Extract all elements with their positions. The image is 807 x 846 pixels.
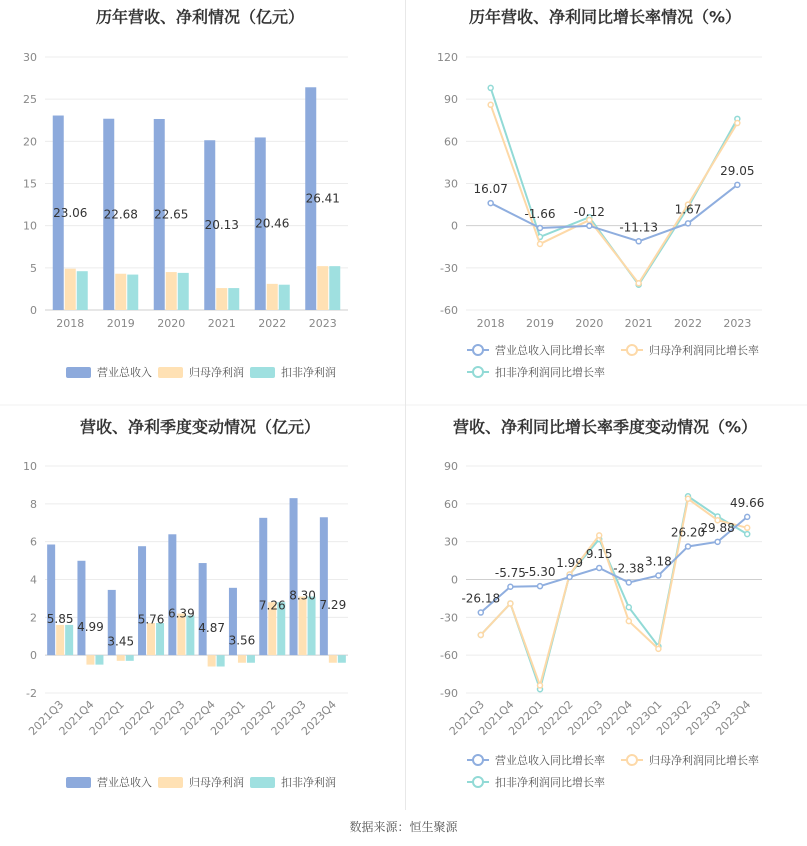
data-label: 23.06 [53, 205, 88, 220]
bar-deduct [126, 655, 134, 661]
y-tick-label: 30 [23, 51, 37, 64]
line-point [735, 182, 740, 187]
x-tick-label: 2021Q4 [476, 697, 517, 738]
line-point [656, 646, 661, 651]
chart-title: 历年营收、净利同比增长率情况（%） [468, 7, 742, 27]
y-tick-label: 0 [451, 219, 458, 233]
line-point [745, 525, 750, 530]
chart-title: 历年营收、净利情况（亿元） [95, 7, 305, 27]
x-tick-label: 2022Q4 [594, 697, 635, 738]
legend-swatch [250, 367, 275, 378]
legend-swatch [66, 367, 91, 378]
bar-parent [299, 597, 307, 656]
line-point [538, 241, 543, 246]
line-point [686, 221, 691, 226]
bar-deduct [127, 275, 138, 310]
bar-revenue [168, 534, 176, 655]
data-label: 9.15 [585, 546, 613, 561]
x-tick-label: 2022Q4 [177, 697, 218, 738]
bar-revenue [47, 545, 55, 656]
y-tick-label: -30 [440, 611, 458, 625]
y-tick-label: 6 [30, 535, 37, 549]
bar-revenue [199, 563, 207, 655]
x-tick-label: 2023Q3 [683, 697, 724, 738]
line-point [567, 574, 572, 579]
y-tick-label: 15 [23, 177, 37, 191]
y-tick-label: 120 [437, 51, 458, 64]
bar-deduct [228, 288, 239, 310]
data-label: 26.20 [670, 525, 706, 540]
legend-swatch [250, 777, 275, 788]
x-tick-label: 2022Q3 [147, 697, 188, 738]
data-label: 5.85 [46, 611, 74, 626]
bar-parent [216, 288, 227, 310]
x-tick-label: 2023Q4 [713, 697, 754, 738]
line-point [508, 601, 513, 606]
data-label: -2.38 [613, 561, 645, 576]
chart-title: 营收、净利季度变动情况（亿元） [79, 417, 321, 437]
line-point [686, 496, 691, 501]
bar-parent [267, 284, 278, 310]
y-tick-label: 0 [451, 573, 458, 587]
bar-deduct [338, 655, 346, 663]
bar-parent [329, 655, 337, 663]
data-label: 4.99 [77, 619, 104, 634]
x-tick-label: 2018 [56, 317, 85, 330]
y-tick-label: 10 [23, 460, 37, 473]
line-point [538, 225, 543, 230]
legend-marker [627, 345, 637, 355]
data-label: 6.39 [167, 606, 195, 621]
bar-parent [166, 272, 177, 310]
x-tick-label: 2018 [476, 317, 505, 330]
legend-swatch [158, 777, 183, 788]
bar-parent [115, 274, 126, 310]
y-tick-label: 0 [30, 304, 37, 317]
bar-deduct [217, 655, 225, 666]
x-tick-label: 2023 [723, 317, 752, 330]
bar-parent [317, 266, 328, 310]
vertical-divider [405, 0, 406, 810]
line-point [538, 683, 543, 688]
bar-parent [86, 655, 94, 664]
x-tick-label: 2023Q3 [268, 697, 309, 738]
line-point [488, 201, 493, 206]
x-tick-label: 2021Q3 [26, 697, 67, 738]
line-point [626, 619, 631, 624]
line-point [745, 514, 750, 519]
data-label: 20.13 [204, 218, 239, 233]
legend-marker [473, 777, 483, 787]
bar-parent [147, 623, 155, 655]
data-label: 4.87 [198, 621, 226, 636]
line-point [597, 565, 602, 570]
y-tick-label: 90 [444, 93, 458, 107]
line-point [626, 580, 631, 585]
data-label: 29.88 [700, 520, 735, 535]
legend-label: 扣非净利润同比增长率 [495, 366, 605, 379]
line-point [488, 102, 493, 107]
x-tick-label: 2022Q1 [506, 697, 547, 738]
legend-label: 营业总收入 [97, 776, 152, 789]
bar-revenue [290, 498, 298, 655]
y-tick-label: 5 [30, 261, 37, 275]
bar-deduct [178, 273, 189, 310]
legend-swatch [66, 777, 91, 788]
data-label: -11.13 [619, 220, 659, 235]
y-tick-label: 30 [444, 535, 458, 549]
bar-parent [65, 269, 76, 310]
y-tick-label: -60 [440, 649, 458, 663]
line-series-deduct [491, 88, 738, 285]
y-tick-label: 8 [30, 497, 37, 511]
line-point [478, 610, 483, 615]
data-source-note: 数据来源：恒生聚源 [349, 820, 458, 834]
data-label: 3.18 [645, 554, 672, 569]
data-label: 49.66 [730, 495, 765, 510]
data-label: -5.30 [524, 565, 556, 580]
line-point [508, 584, 513, 589]
data-label: 22.65 [154, 207, 189, 222]
bar-revenue [138, 546, 146, 655]
legend-label: 营业总收入同比增长率 [495, 754, 605, 767]
y-tick-label: 4 [30, 573, 37, 587]
data-label: 5.76 [137, 612, 165, 627]
x-tick-label: 2023Q4 [298, 697, 339, 738]
bar-revenue [259, 518, 267, 655]
bar-parent [117, 655, 125, 661]
legend-marker [473, 367, 483, 377]
bar-parent [238, 655, 246, 663]
legend-label: 扣非净利润同比增长率 [495, 776, 605, 789]
chart-title: 营收、净利同比增长率季度变动情况（%） [452, 417, 758, 437]
legend-marker [473, 345, 483, 355]
legend-label: 归母净利润 [189, 366, 244, 379]
x-tick-label: 2021Q3 [446, 697, 487, 738]
line-point [735, 121, 740, 126]
data-label: 1.99 [556, 555, 583, 570]
x-tick-label: 2022Q3 [565, 697, 606, 738]
legend-swatch [158, 367, 183, 378]
x-tick-label: 2023 [308, 317, 337, 330]
bar-parent [56, 625, 64, 655]
data-label: 29.05 [720, 163, 755, 178]
bar-parent [208, 655, 216, 666]
bar-deduct [247, 655, 255, 663]
bar-deduct [65, 625, 73, 655]
legend-label: 营业总收入 [97, 366, 152, 379]
x-tick-label: 2023Q1 [208, 697, 249, 738]
x-tick-label: 2019 [526, 317, 554, 330]
bar-revenue [77, 561, 85, 655]
data-label: 3.56 [228, 633, 256, 648]
y-tick-label: 30 [444, 177, 458, 191]
bar-revenue [320, 517, 328, 655]
data-label: -1.66 [524, 206, 556, 221]
x-tick-label: 2022Q1 [86, 697, 127, 738]
data-label: 26.41 [305, 191, 340, 206]
data-label: 16.07 [473, 182, 508, 197]
bar-deduct [95, 655, 103, 664]
y-tick-label: -2 [26, 687, 37, 700]
line-point [488, 85, 493, 90]
data-label: 1.67 [674, 202, 702, 217]
x-tick-label: 2021 [624, 317, 653, 330]
line-point [656, 573, 661, 578]
data-label: 3.45 [107, 634, 135, 649]
bar-deduct [329, 266, 340, 310]
x-tick-label: 2021 [207, 317, 236, 330]
data-label: 8.30 [289, 588, 316, 603]
x-tick-label: 2021Q4 [56, 697, 97, 738]
x-tick-label: 2023Q2 [238, 697, 279, 738]
y-tick-label: 25 [23, 93, 37, 107]
bar-deduct [279, 285, 290, 310]
data-label: 22.68 [103, 207, 138, 222]
bar-deduct [77, 271, 88, 310]
bar-deduct [156, 623, 164, 655]
bar-deduct [186, 615, 194, 655]
legend-label: 归母净利润同比增长率 [649, 754, 759, 767]
data-label: -5.75 [494, 565, 526, 580]
line-point [636, 281, 641, 286]
legend-label: 归母净利润同比增长率 [649, 344, 759, 357]
line-point [636, 239, 641, 244]
y-tick-label: 20 [23, 135, 37, 149]
legend-label: 扣非净利润 [281, 366, 336, 379]
line-point [686, 544, 691, 549]
line-series-parent [491, 105, 738, 284]
x-tick-label: 2023Q1 [624, 697, 665, 738]
y-tick-label: 60 [444, 497, 458, 511]
y-tick-label: -30 [440, 261, 458, 275]
y-tick-label: 0 [30, 649, 37, 663]
line-point [597, 533, 602, 538]
legend-label: 归母净利润 [189, 776, 244, 789]
y-tick-label: 60 [444, 135, 458, 149]
legend-label: 营业总收入同比增长率 [495, 344, 605, 357]
x-tick-label: 2022Q2 [535, 697, 576, 738]
legend-label: 扣非净利润 [281, 776, 336, 789]
line-point [538, 584, 543, 589]
data-label: -0.12 [573, 204, 605, 219]
x-tick-label: 2019 [106, 317, 135, 330]
y-tick-label: 10 [23, 219, 37, 233]
x-tick-label: 2020 [157, 317, 186, 330]
x-tick-label: 2020 [575, 317, 604, 330]
data-label: -26.18 [461, 591, 501, 606]
y-tick-label: 2 [30, 611, 37, 625]
line-point [715, 539, 720, 544]
x-tick-label: 2022Q2 [117, 697, 158, 738]
x-tick-label: 2022 [258, 317, 287, 330]
x-tick-label: 2022 [674, 317, 702, 330]
x-tick-label: 2023Q2 [654, 697, 695, 738]
line-point [587, 223, 592, 228]
line-point [745, 532, 750, 537]
legend-marker [473, 755, 483, 765]
y-tick-label: 90 [444, 460, 458, 473]
data-label: 7.29 [319, 598, 347, 613]
y-tick-label: -60 [440, 304, 458, 317]
line-point [626, 605, 631, 610]
data-label: 20.46 [255, 216, 290, 231]
legend-marker [627, 755, 637, 765]
y-tick-label: -90 [440, 687, 458, 700]
bar-deduct [308, 597, 316, 656]
line-point [478, 632, 483, 637]
data-label: 7.26 [258, 598, 286, 613]
